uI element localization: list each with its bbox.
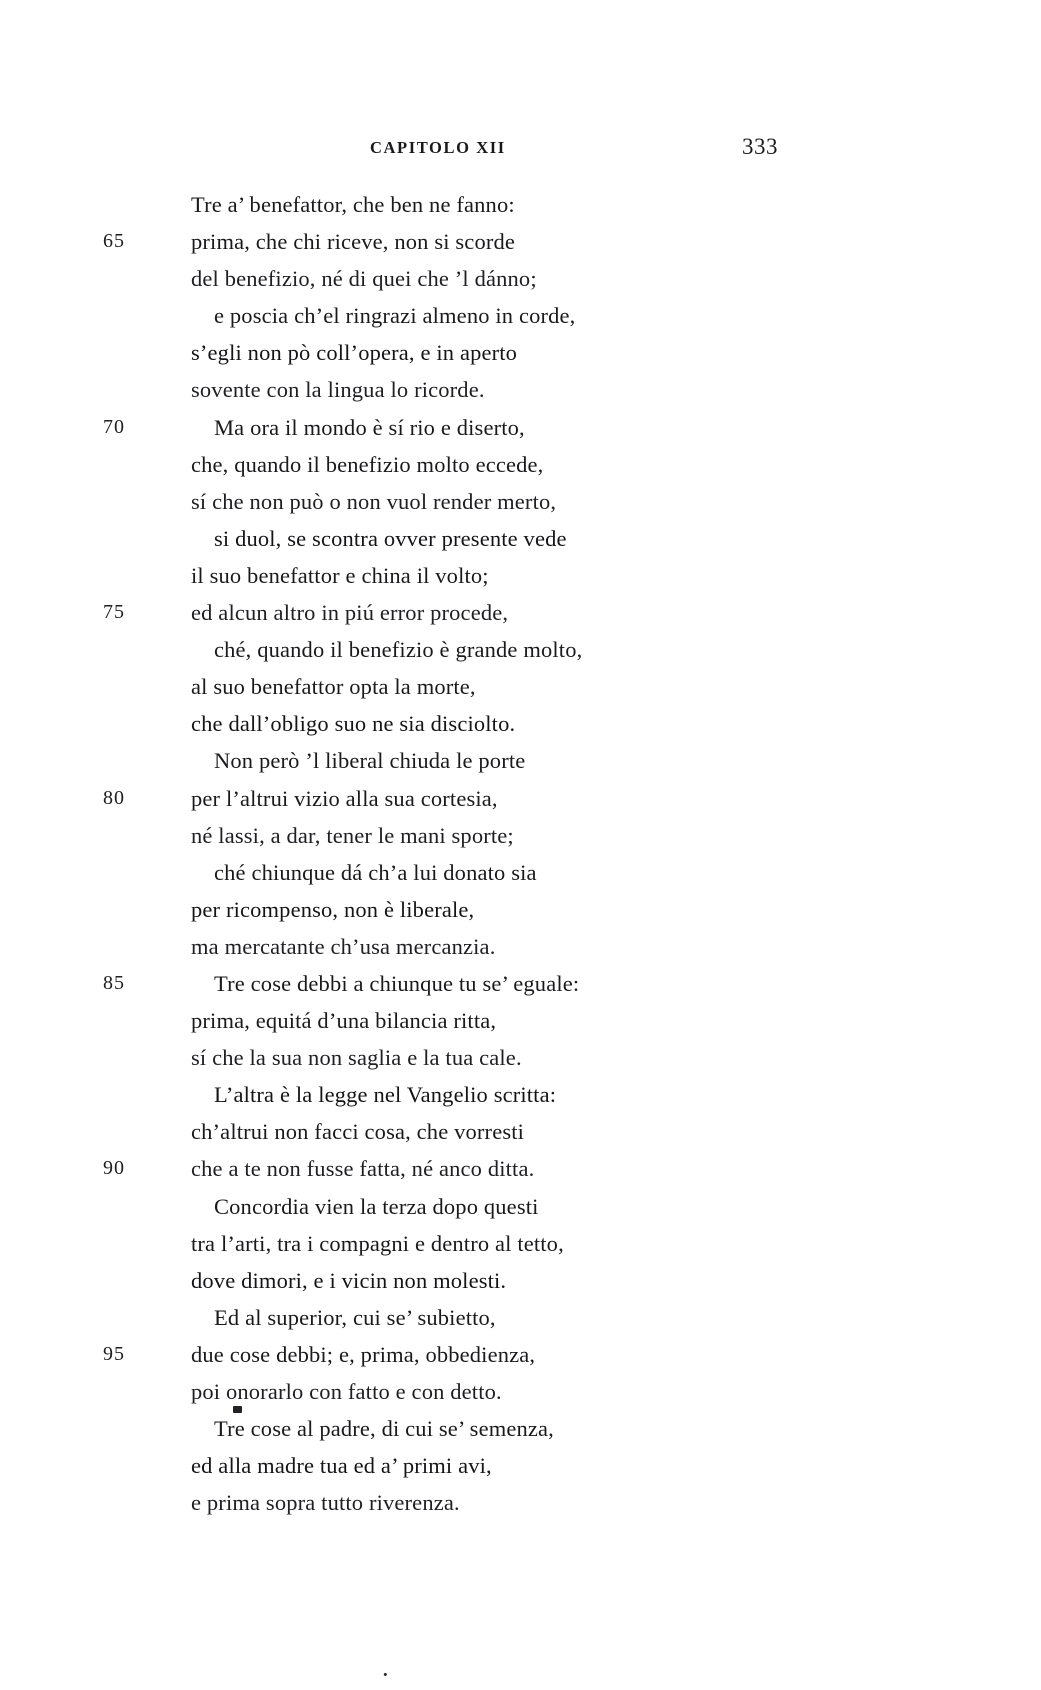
verse-line bbox=[0, 780, 1041, 817]
verse-line-text: L’altra è la legge nel Vangelio scritta: bbox=[214, 1082, 557, 1108]
verse-line-text: prima, che chi riceve, non si scorde bbox=[191, 229, 516, 255]
verse-line-text: Tre cose al padre, di cui se’ semenza, bbox=[214, 1416, 554, 1442]
verse-line bbox=[0, 854, 1041, 891]
verse-line-text: ché, quando il benefizio è grande molto, bbox=[214, 637, 583, 663]
poem-body bbox=[0, 186, 1041, 1521]
verse-line-text: che dall’obligo suo ne sia disciolto. bbox=[191, 711, 516, 737]
verse-line bbox=[0, 297, 1041, 334]
verse-line bbox=[0, 1225, 1041, 1262]
verse-line-text: ma mercatante ch’usa mercanzia. bbox=[191, 933, 496, 959]
verse-line bbox=[0, 1299, 1041, 1336]
verse-line bbox=[0, 1002, 1041, 1039]
verse-line-text: che a te non fusse fatta, né anco ditta. bbox=[191, 1156, 535, 1182]
verse-line-text: Tre cose debbi a chiunque tu se’ eguale: bbox=[214, 970, 580, 996]
verse-line-text: Ma ora il mondo è sí rio e diserto, bbox=[214, 414, 525, 440]
verse-line-number: 75 bbox=[103, 601, 125, 624]
running-head bbox=[0, 134, 1041, 164]
verse-line-number: 95 bbox=[103, 1342, 125, 1365]
page-number: 333 bbox=[742, 134, 778, 159]
footer-signature-mark: · bbox=[381, 1660, 390, 1689]
verse-line-text: per ricompenso, non è liberale, bbox=[191, 896, 475, 922]
verse-line bbox=[0, 557, 1041, 594]
verse-line bbox=[0, 668, 1041, 705]
verse-line bbox=[0, 371, 1041, 408]
verse-line-text: Tre a’ benefattor, che ben ne fanno: bbox=[191, 192, 515, 217]
verse-line bbox=[0, 1447, 1041, 1484]
verse-line bbox=[0, 928, 1041, 965]
verse-line-text: e prima sopra tutto riverenza. bbox=[191, 1490, 460, 1516]
verse-line bbox=[0, 1373, 1041, 1410]
verse-line bbox=[0, 334, 1041, 371]
verse-line bbox=[0, 1076, 1041, 1113]
verse-line bbox=[0, 483, 1041, 520]
verse-line-number: 65 bbox=[103, 230, 125, 253]
verse-line-text: si duol, se scontra ovver presente vede bbox=[214, 525, 567, 551]
verse-line bbox=[0, 594, 1041, 631]
verse-line bbox=[0, 891, 1041, 928]
verse-line-number: 85 bbox=[103, 971, 125, 994]
verse-line bbox=[0, 965, 1041, 1002]
verse-line bbox=[0, 1484, 1041, 1521]
verse-line-text: del benefizio, né di quei che ’l dánno; bbox=[191, 266, 537, 292]
verse-line bbox=[0, 1188, 1041, 1225]
verse-line-text: che, quando il benefizio molto eccede, bbox=[191, 451, 544, 477]
verse-line bbox=[0, 631, 1041, 668]
verse-line bbox=[0, 223, 1041, 260]
verse-line-text: al suo benefattor opta la morte, bbox=[191, 674, 476, 700]
verse-line-number: 70 bbox=[103, 415, 125, 438]
verse-line-text: Non però ’l liberal chiuda le porte bbox=[214, 748, 526, 774]
verse-line-text: sí che non può o non vuol render merto, bbox=[191, 488, 557, 514]
verse-line bbox=[0, 446, 1041, 483]
verse-line bbox=[0, 1336, 1041, 1373]
verse-line-number: 80 bbox=[103, 786, 125, 809]
verse-line-text: sí che la sua non saglia e la tua cale. bbox=[191, 1045, 522, 1071]
verse-line-text: ed alcun altro in piú error procede, bbox=[191, 600, 509, 626]
footer-dot-mark bbox=[233, 1406, 242, 1413]
verse-line-number: 90 bbox=[103, 1157, 125, 1180]
verse-line bbox=[0, 817, 1041, 854]
verse-line-text: Ed al superior, cui se’ subietto, bbox=[214, 1304, 496, 1330]
chapter-title: CAPITOLO XII bbox=[370, 138, 506, 157]
verse-line-text: e poscia ch’el ringrazi almeno in corde, bbox=[214, 303, 576, 329]
verse-line bbox=[0, 1039, 1041, 1076]
verse-line-text: ch’altrui non facci cosa, che vorresti bbox=[191, 1119, 525, 1145]
verse-line bbox=[0, 1113, 1041, 1150]
verse-line-text: per l’altrui vizio alla sua cortesia, bbox=[191, 785, 498, 811]
verse-line bbox=[0, 186, 1041, 223]
verse-line-text: il suo benefattor e china il volto; bbox=[191, 562, 489, 588]
verse-line-text: ché chiunque dá ch’a lui donato sia bbox=[214, 859, 537, 885]
verse-line-text: sovente con la lingua lo ricorde. bbox=[191, 377, 485, 403]
verse-line-text: né lassi, a dar, tener le mani sporte; bbox=[191, 822, 514, 848]
verse-line-text: prima, equitá d’una bilancia ritta, bbox=[191, 1008, 497, 1034]
verse-line-text: Concordia vien la terza dopo questi bbox=[214, 1193, 539, 1219]
verse-line bbox=[0, 520, 1041, 557]
verse-line-text: tra l’arti, tra i compagni e dentro al tetto, bbox=[191, 1230, 564, 1256]
verse-line-text: s’egli non pò coll’opera, e in aperto bbox=[191, 340, 518, 366]
verse-line bbox=[0, 409, 1041, 446]
verse-line-text: poi onorarlo con fatto e con detto. bbox=[191, 1379, 502, 1404]
verse-line bbox=[0, 1410, 1041, 1447]
verse-line-text: due cose debbi; e, prima, obbedienza, bbox=[191, 1341, 536, 1367]
verse-line bbox=[0, 1150, 1041, 1187]
verse-line bbox=[0, 742, 1041, 779]
verse-line bbox=[0, 705, 1041, 742]
verse-line-text: ed alla madre tua ed a’ primi avi, bbox=[191, 1453, 492, 1479]
verse-line bbox=[0, 260, 1041, 297]
verse-line bbox=[0, 1262, 1041, 1299]
verse-line-text: dove dimori, e i vicin non molesti. bbox=[191, 1267, 507, 1293]
